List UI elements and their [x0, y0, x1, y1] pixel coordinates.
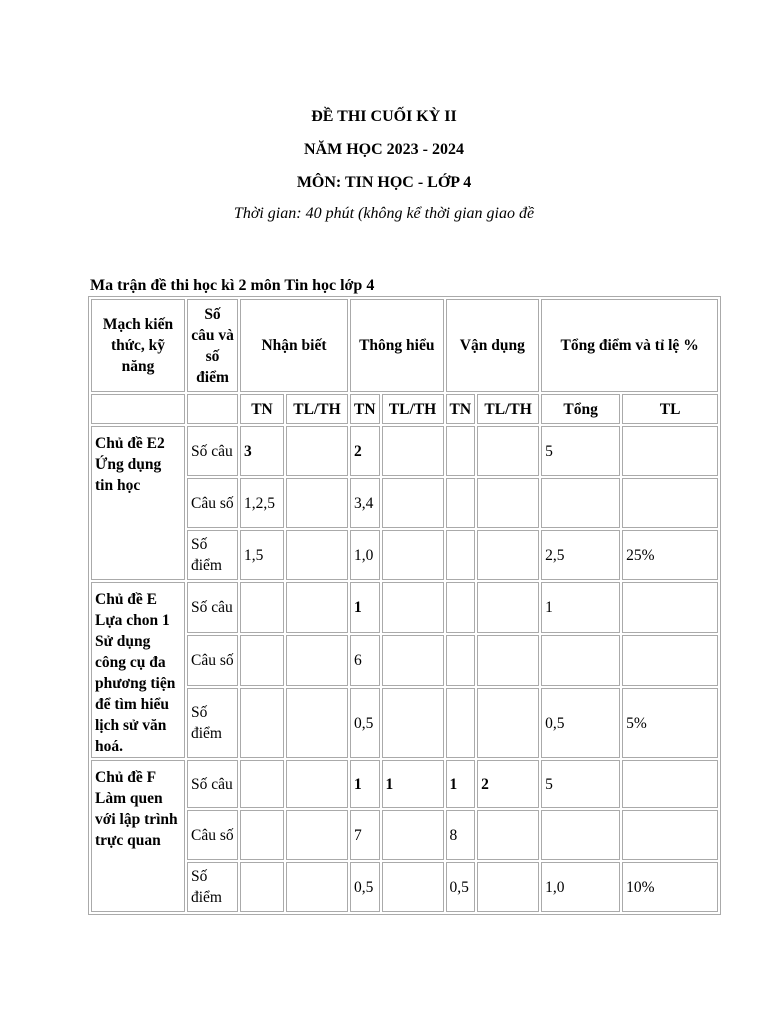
value-cell-nb-tn: 3: [240, 426, 284, 476]
value-cell-vd-tl: [477, 582, 539, 633]
value-cell-tl: [622, 478, 718, 528]
row-label-cell: Câu số: [187, 635, 238, 686]
table-row: [91, 530, 718, 580]
header-row: [91, 299, 718, 392]
value-cell-nb-tn: 1,2,5: [240, 478, 284, 528]
value-cell-vd-tn: 1: [446, 760, 476, 808]
subhead-tl: TL/TH: [286, 394, 348, 424]
value-cell-nb-tl: [286, 478, 348, 528]
value-cell-th-tl: [382, 635, 444, 686]
subhead-ratio: TL: [622, 394, 718, 424]
exam-header: [0, 104, 768, 225]
school-year: NĂM HỌC 2023 - 2024: [304, 141, 464, 158]
table-caption: Ma trận đề thi học kì 2 môn Tin học lớp 4: [90, 277, 375, 294]
value-cell-nb-tl: [286, 582, 348, 633]
value-cell-vd-tn: [446, 635, 476, 686]
value-cell-nb-tl: [286, 760, 348, 808]
empty-cell: [187, 394, 238, 424]
value-cell-vd-tl: 2: [477, 760, 539, 808]
value-cell-th-tl: [382, 688, 444, 758]
subheader-row: [91, 394, 718, 424]
value-cell-nb-tl: [286, 810, 348, 860]
value-cell-vd-tn: [446, 582, 476, 633]
value-cell-nb-tn: [240, 760, 284, 808]
value-cell-nb-tl: [286, 688, 348, 758]
col-total-header: Tổng điểm và tỉ lệ %: [541, 299, 718, 392]
value-cell-tong: 0,5: [541, 688, 620, 758]
value-cell-nb-tn: [240, 582, 284, 633]
table-row: [91, 760, 718, 808]
value-cell-vd-tn: [446, 530, 476, 580]
value-cell-th-tn: 1: [350, 582, 380, 633]
table-row: [91, 810, 718, 860]
row-label-cell: Số điểm: [187, 862, 238, 912]
value-cell-tong: 5: [541, 426, 620, 476]
value-cell-th-tn: 3,4: [350, 478, 380, 528]
subject-line: MÔN: TIN HỌC - LỚP 4: [296, 174, 472, 191]
value-cell-vd-tl: [477, 635, 539, 686]
value-cell-th-tn: 0,5: [350, 688, 380, 758]
row-label-cell: Số câu: [187, 582, 238, 633]
value-cell-nb-tl: [286, 635, 348, 686]
topic-cell: Chủ đề F Làm quen với lập trình trực quan: [91, 760, 185, 912]
value-cell-nb-tl: [286, 530, 348, 580]
col-topic-header: Mạch kiến thức, kỹ năng: [91, 299, 185, 392]
subhead-tn: TN: [240, 394, 284, 424]
value-cell-th-tl: 1: [382, 760, 444, 808]
empty-cell: [91, 394, 185, 424]
col-apply-header: Vận dụng: [446, 299, 540, 392]
value-cell-tl: 25%: [622, 530, 718, 580]
value-cell-vd-tn: [446, 426, 476, 476]
value-cell-tong: [541, 478, 620, 528]
value-cell-tong: 5: [541, 760, 620, 808]
value-cell-vd-tl: [477, 810, 539, 860]
table-row: [91, 478, 718, 528]
subhead-tn: TN: [446, 394, 476, 424]
value-cell-tl: 5%: [622, 688, 718, 758]
row-label-cell: Số điểm: [187, 530, 238, 580]
table-row: [91, 582, 718, 633]
table-row: [91, 635, 718, 686]
value-cell-tl: [622, 582, 718, 633]
row-label-cell: Số câu: [187, 760, 238, 808]
value-cell-th-tn: 1,0: [350, 530, 380, 580]
value-cell-th-tl: [382, 810, 444, 860]
value-cell-th-tl: [382, 426, 444, 476]
value-cell-nb-tl: [286, 426, 348, 476]
exam-title: ĐỀ THI CUỐI KỲ II: [311, 108, 457, 125]
col-recognize-header: Nhận biết: [240, 299, 348, 392]
value-cell-th-tl: [382, 530, 444, 580]
topic-cell: Chủ đề E2 Ứng dụng tin học: [91, 426, 185, 580]
value-cell-tong: 1,0: [541, 862, 620, 912]
value-cell-vd-tn: [446, 478, 476, 528]
table-row: [91, 426, 718, 476]
value-cell-vd-tn: 8: [446, 810, 476, 860]
value-cell-nb-tn: 1,5: [240, 530, 284, 580]
value-cell-tl: 10%: [622, 862, 718, 912]
row-label-cell: Số câu: [187, 426, 238, 476]
col-count-header: Số câu và số điểm: [187, 299, 238, 392]
value-cell-nb-tl: [286, 862, 348, 912]
value-cell-th-tn: 7: [350, 810, 380, 860]
table-row: [91, 862, 718, 912]
row-label-cell: Câu số: [187, 478, 238, 528]
value-cell-nb-tn: [240, 862, 284, 912]
value-cell-vd-tl: [477, 688, 539, 758]
value-cell-th-tn: 1: [350, 760, 380, 808]
value-cell-vd-tl: [477, 530, 539, 580]
exam-matrix-table: [88, 296, 721, 915]
topic-cell: Chủ đề E Lựa chon 1 Sử dụng công cụ đa phương tiện để tìm hiểu lịch sử văn hoá.: [91, 582, 185, 758]
value-cell-tl: [622, 760, 718, 808]
value-cell-vd-tl: [477, 426, 539, 476]
subhead-tl: TL/TH: [382, 394, 444, 424]
time-note: Thời gian: 40 phút (không kể thời gian giao đề: [233, 205, 535, 222]
subhead-sum: Tổng: [541, 394, 620, 424]
value-cell-th-tl: [382, 478, 444, 528]
value-cell-nb-tn: [240, 635, 284, 686]
subhead-tl: TL/TH: [477, 394, 539, 424]
value-cell-vd-tl: [477, 862, 539, 912]
value-cell-th-tn: 6: [350, 635, 380, 686]
value-cell-vd-tn: [446, 688, 476, 758]
value-cell-tong: [541, 635, 620, 686]
value-cell-tong: [541, 810, 620, 860]
subhead-tn: TN: [350, 394, 380, 424]
table-row: [91, 688, 718, 758]
value-cell-tl: [622, 810, 718, 860]
value-cell-tl: [622, 635, 718, 686]
value-cell-th-tl: [382, 862, 444, 912]
value-cell-nb-tn: [240, 688, 284, 758]
value-cell-th-tn: 2: [350, 426, 380, 476]
value-cell-tong: 2,5: [541, 530, 620, 580]
row-label-cell: Câu số: [187, 810, 238, 860]
value-cell-th-tl: [382, 582, 444, 633]
value-cell-tong: 1: [541, 582, 620, 633]
value-cell-th-tn: 0,5: [350, 862, 380, 912]
value-cell-tl: [622, 426, 718, 476]
value-cell-vd-tl: [477, 478, 539, 528]
value-cell-vd-tn: 0,5: [446, 862, 476, 912]
value-cell-nb-tn: [240, 810, 284, 860]
row-label-cell: Số điểm: [187, 688, 238, 758]
col-understand-header: Thông hiểu: [350, 299, 444, 392]
